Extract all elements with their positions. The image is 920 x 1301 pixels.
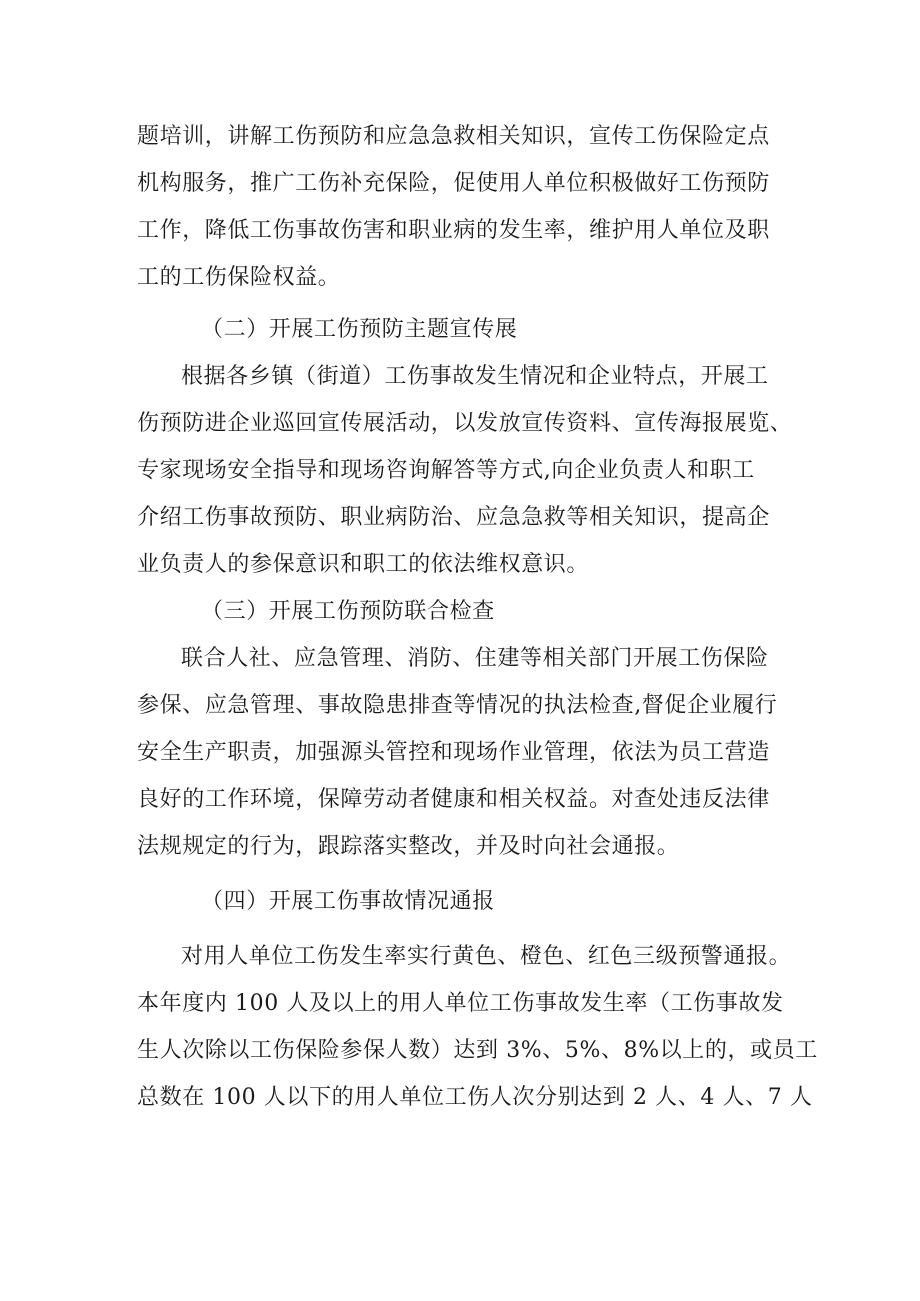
section-heading-3: （三）开展工伤预防联合检查 [201, 599, 495, 624]
paragraph-line: 伤预防进企业巡回宣传展活动，以发放宣传资料、宣传海报展览、 [137, 411, 793, 436]
paragraph-line: 工的工伤保险权益。 [137, 265, 341, 290]
paragraph-line: 工作，降低工伤事故伤害和职业病的发生率，维护用人单位及职 [137, 218, 770, 243]
section-heading-2: （二）开展工伤预防主题宣传展 [201, 317, 518, 342]
paragraph-line: 安全生产职责，加强源头管控和现场作业管理，依法为员工营造 [137, 740, 770, 765]
paragraph-4 [137, 933, 818, 1121]
paragraph-line: 良好的工作环境，保障劳动者健康和相关权益。对查处违反法律 [137, 787, 770, 812]
paragraph-2 [137, 353, 797, 588]
section-heading-4: （四）开展工伤事故情况通报 [201, 889, 495, 914]
paragraph-line: 生人次除以工伤保险参保人数）达到 3%、5%、8%以上的，或员工 [137, 1038, 818, 1063]
paragraph-line: 本年度内 100 人及以上的用人单位工伤事故发生率（工伤事故发 [137, 991, 784, 1016]
paragraph-line: 题培训，讲解工伤预防和应急急救相关知识，宣传工伤保险定点 [137, 124, 770, 149]
paragraph-line: 联合人社、应急管理、消防、住建等相关部门开展工伤保险 [181, 646, 769, 671]
paragraph-line: 专家现场安全指导和现场咨询解答等方式,向企业负责人和职工 [137, 458, 755, 483]
paragraph-1 [137, 113, 797, 301]
paragraph-line: 对用人单位工伤发生率实行黄色、橙色、红色三级预警通报。 [181, 944, 792, 969]
paragraph-3 [137, 635, 797, 870]
paragraph-line: 法规规定的行为，跟踪落实整改，并及时向社会通报。 [137, 834, 680, 859]
document-body [137, 113, 818, 1121]
paragraph-line: 机构服务，推广工伤补充保险，促使用人单位积极做好工伤预防 [137, 171, 770, 196]
paragraph-line: 总数在 100 人以下的用人单位工伤人次分别达到 2 人、4 人、7 人 [137, 1085, 813, 1110]
paragraph-line: 根据各乡镇（街道）工伤事故发生情况和企业特点，开展工 [181, 364, 769, 389]
paragraph-line: 参保、应急管理、事故隐患排查等情况的执法检查,督促企业履行 [137, 693, 778, 718]
paragraph-line: 业负责人的参保意识和职工的依法维权意识。 [137, 552, 590, 577]
paragraph-line: 介绍工伤事故预防、职业病防治、应急急救等相关知识，提高企 [137, 505, 770, 530]
